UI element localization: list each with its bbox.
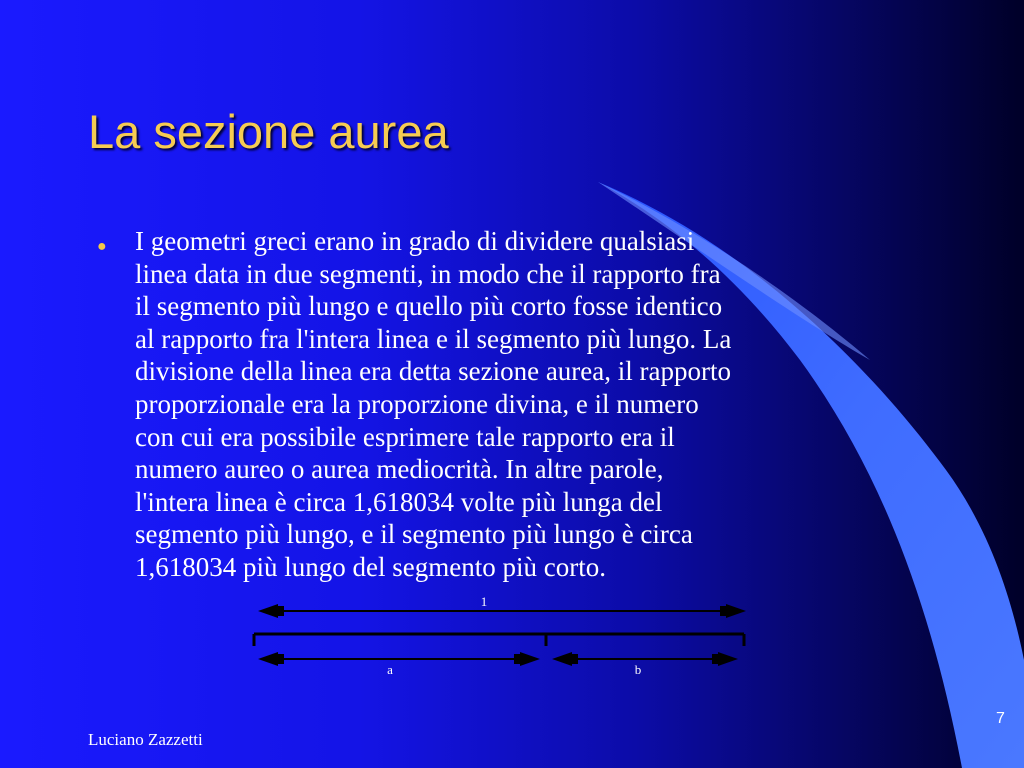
whole-line-arrow bbox=[258, 604, 746, 618]
segment-bracket bbox=[254, 634, 744, 646]
label-short-segment: b bbox=[634, 662, 642, 677]
footer-author: Luciano Zazzetti bbox=[88, 730, 203, 749]
label-whole: 1 bbox=[480, 594, 488, 609]
bullet-dot-icon: ● bbox=[97, 238, 107, 255]
short-segment-arrow bbox=[552, 652, 738, 666]
golden-section-diagram bbox=[250, 592, 750, 682]
label-long-segment: a bbox=[387, 662, 393, 677]
bullet-text: I geometri greci erano in grado di dividere qualsiasi linea data in due segmenti, in modo che il rapporto fra il segmento più lungo e quello più corto fosse identico al rapporto fra l'intera linea e il segmento più lungo. La divisione della linea era detta sezione aurea, il rapporto proporzionale era la proporzione divina, e il numero con cui era possibile esprimere tale rapporto era il numero aureo o aurea mediocrità. In altre parole, l'intera linea è circa 1,618034 volte più lunga del segmento più lungo, e il segmento più lungo è circa 1,618034 più lungo del segmento più corto. bbox=[135, 226, 732, 582]
page-number: 7 bbox=[996, 710, 1005, 727]
slide-title: La sezione aurea bbox=[88, 105, 449, 158]
long-segment-arrow bbox=[258, 652, 540, 666]
